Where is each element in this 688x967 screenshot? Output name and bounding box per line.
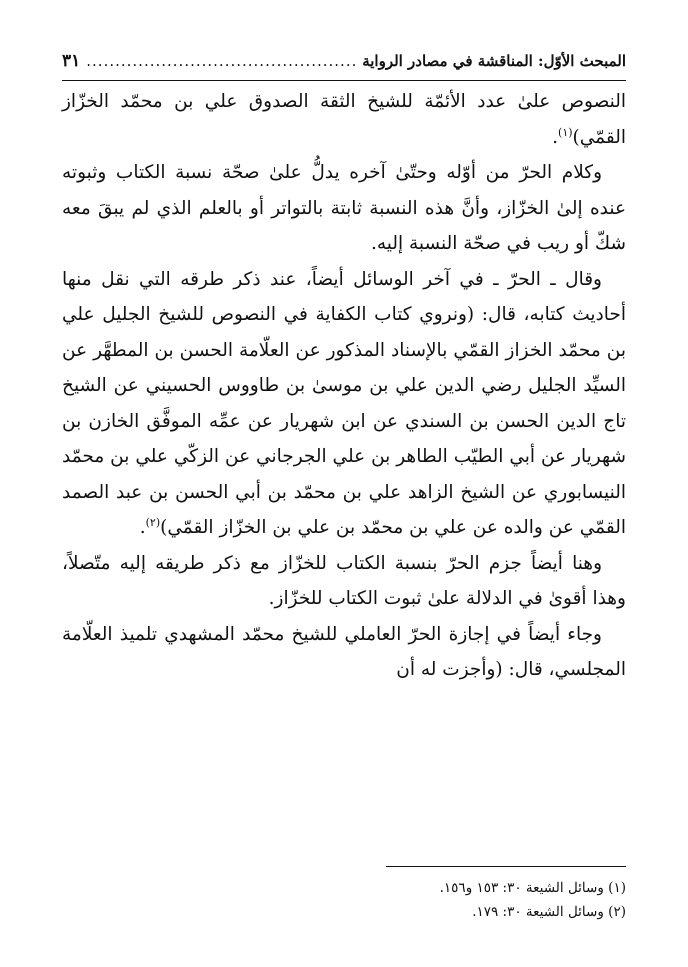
footnote-ref[interactable]: (٢) bbox=[145, 515, 161, 529]
chapter-title: المبحث الأوّل: المناقشة في مصادر الرواية bbox=[362, 52, 626, 70]
footnote-number: (٢) bbox=[608, 904, 626, 920]
paragraph-tail: . bbox=[139, 517, 146, 538]
footnote bbox=[62, 900, 626, 924]
footnote-ref[interactable]: (١) bbox=[558, 125, 573, 139]
paragraph-text: وقال ـ الحرّ ـ في آخر الوسائل أيضاً، عند ذكر طرقه التي نقل منها أحاديث كتابه، قال: (ونروي كتاب الكفاية في النصوص للشيخ الجليل علي بن محمّد الخزاز القمّي بالإسناد المذكور عن العلّامة الحسن بن المطهَّر عن السيِّد الجليل رضي الدين علي بن موسىٰ بن طاووس الحسيني عن الشيخ تاج الدين الحسن بن السندي عن ابن شهريار عن عمِّه الموفَّق الخازن بن شهريار عن أبي الطيّب الطاهر بن علي الجرجاني عن الزكّي علي بن محمّد النيسابوري عن الشيخ الزاهد علي بن محمّد بن أبي الحسن بن عبد الصمد القمّي عن والده عن علي بن محمّد بن علي بن الخزّاز القمّي) bbox=[62, 268, 626, 538]
leader-dots bbox=[86, 52, 356, 70]
footnote bbox=[62, 876, 626, 900]
paragraph bbox=[62, 262, 626, 546]
paragraph-tail: . bbox=[552, 126, 559, 148]
paragraph-text: وهنا أيضاً جزم الحرّ بنسبة الكتاب للخزّاز مع ذكر طريقه إليه متّصلاً، وهذا أقوىٰ في الدلالة علىٰ ثبوت الكتاب للخزّاز. bbox=[62, 552, 626, 609]
paragraph bbox=[62, 617, 626, 688]
header-rule bbox=[62, 80, 626, 81]
footnotes bbox=[62, 876, 626, 924]
paragraph bbox=[62, 546, 626, 617]
footnote-text: وسائل الشيعة ٣٠: ١٧٩. bbox=[472, 904, 604, 920]
body-text bbox=[62, 84, 626, 688]
paragraph-text: وكلام الحرّ من أوّله وحتّىٰ آخره يدلُّ علىٰ صحّة نسبة الكتاب وثبوته عنده إلىٰ الخزّاز، وأنَّ هذه النسبة ثابتة بالتواتر أو بالعلم الذي لم يبقَ معه شكّ أو ريب في صحّة النسبة إليه. bbox=[62, 162, 626, 254]
paragraph-text: النصوص علىٰ عدد الأئمّة للشيخ الثقة الصدوق علي بن محمّد الخزّاز القمّي) bbox=[62, 91, 626, 148]
running-header bbox=[62, 44, 626, 78]
paragraph-text: وجاء أيضاً في إجازة الحرّ العاملي للشيخ محمّد المشهدي تلميذ العلّامة المجلسي، قال: (وأجزت له أن bbox=[62, 623, 626, 680]
page-number: ٣١ bbox=[62, 51, 81, 71]
paragraph bbox=[62, 84, 626, 155]
footnote-number: (١) bbox=[608, 880, 626, 896]
footnote-text: وسائل الشيعة ٣٠: ١٥٣ و١٥٦. bbox=[439, 880, 604, 896]
footnote-rule bbox=[386, 866, 626, 867]
paragraph bbox=[62, 155, 626, 262]
